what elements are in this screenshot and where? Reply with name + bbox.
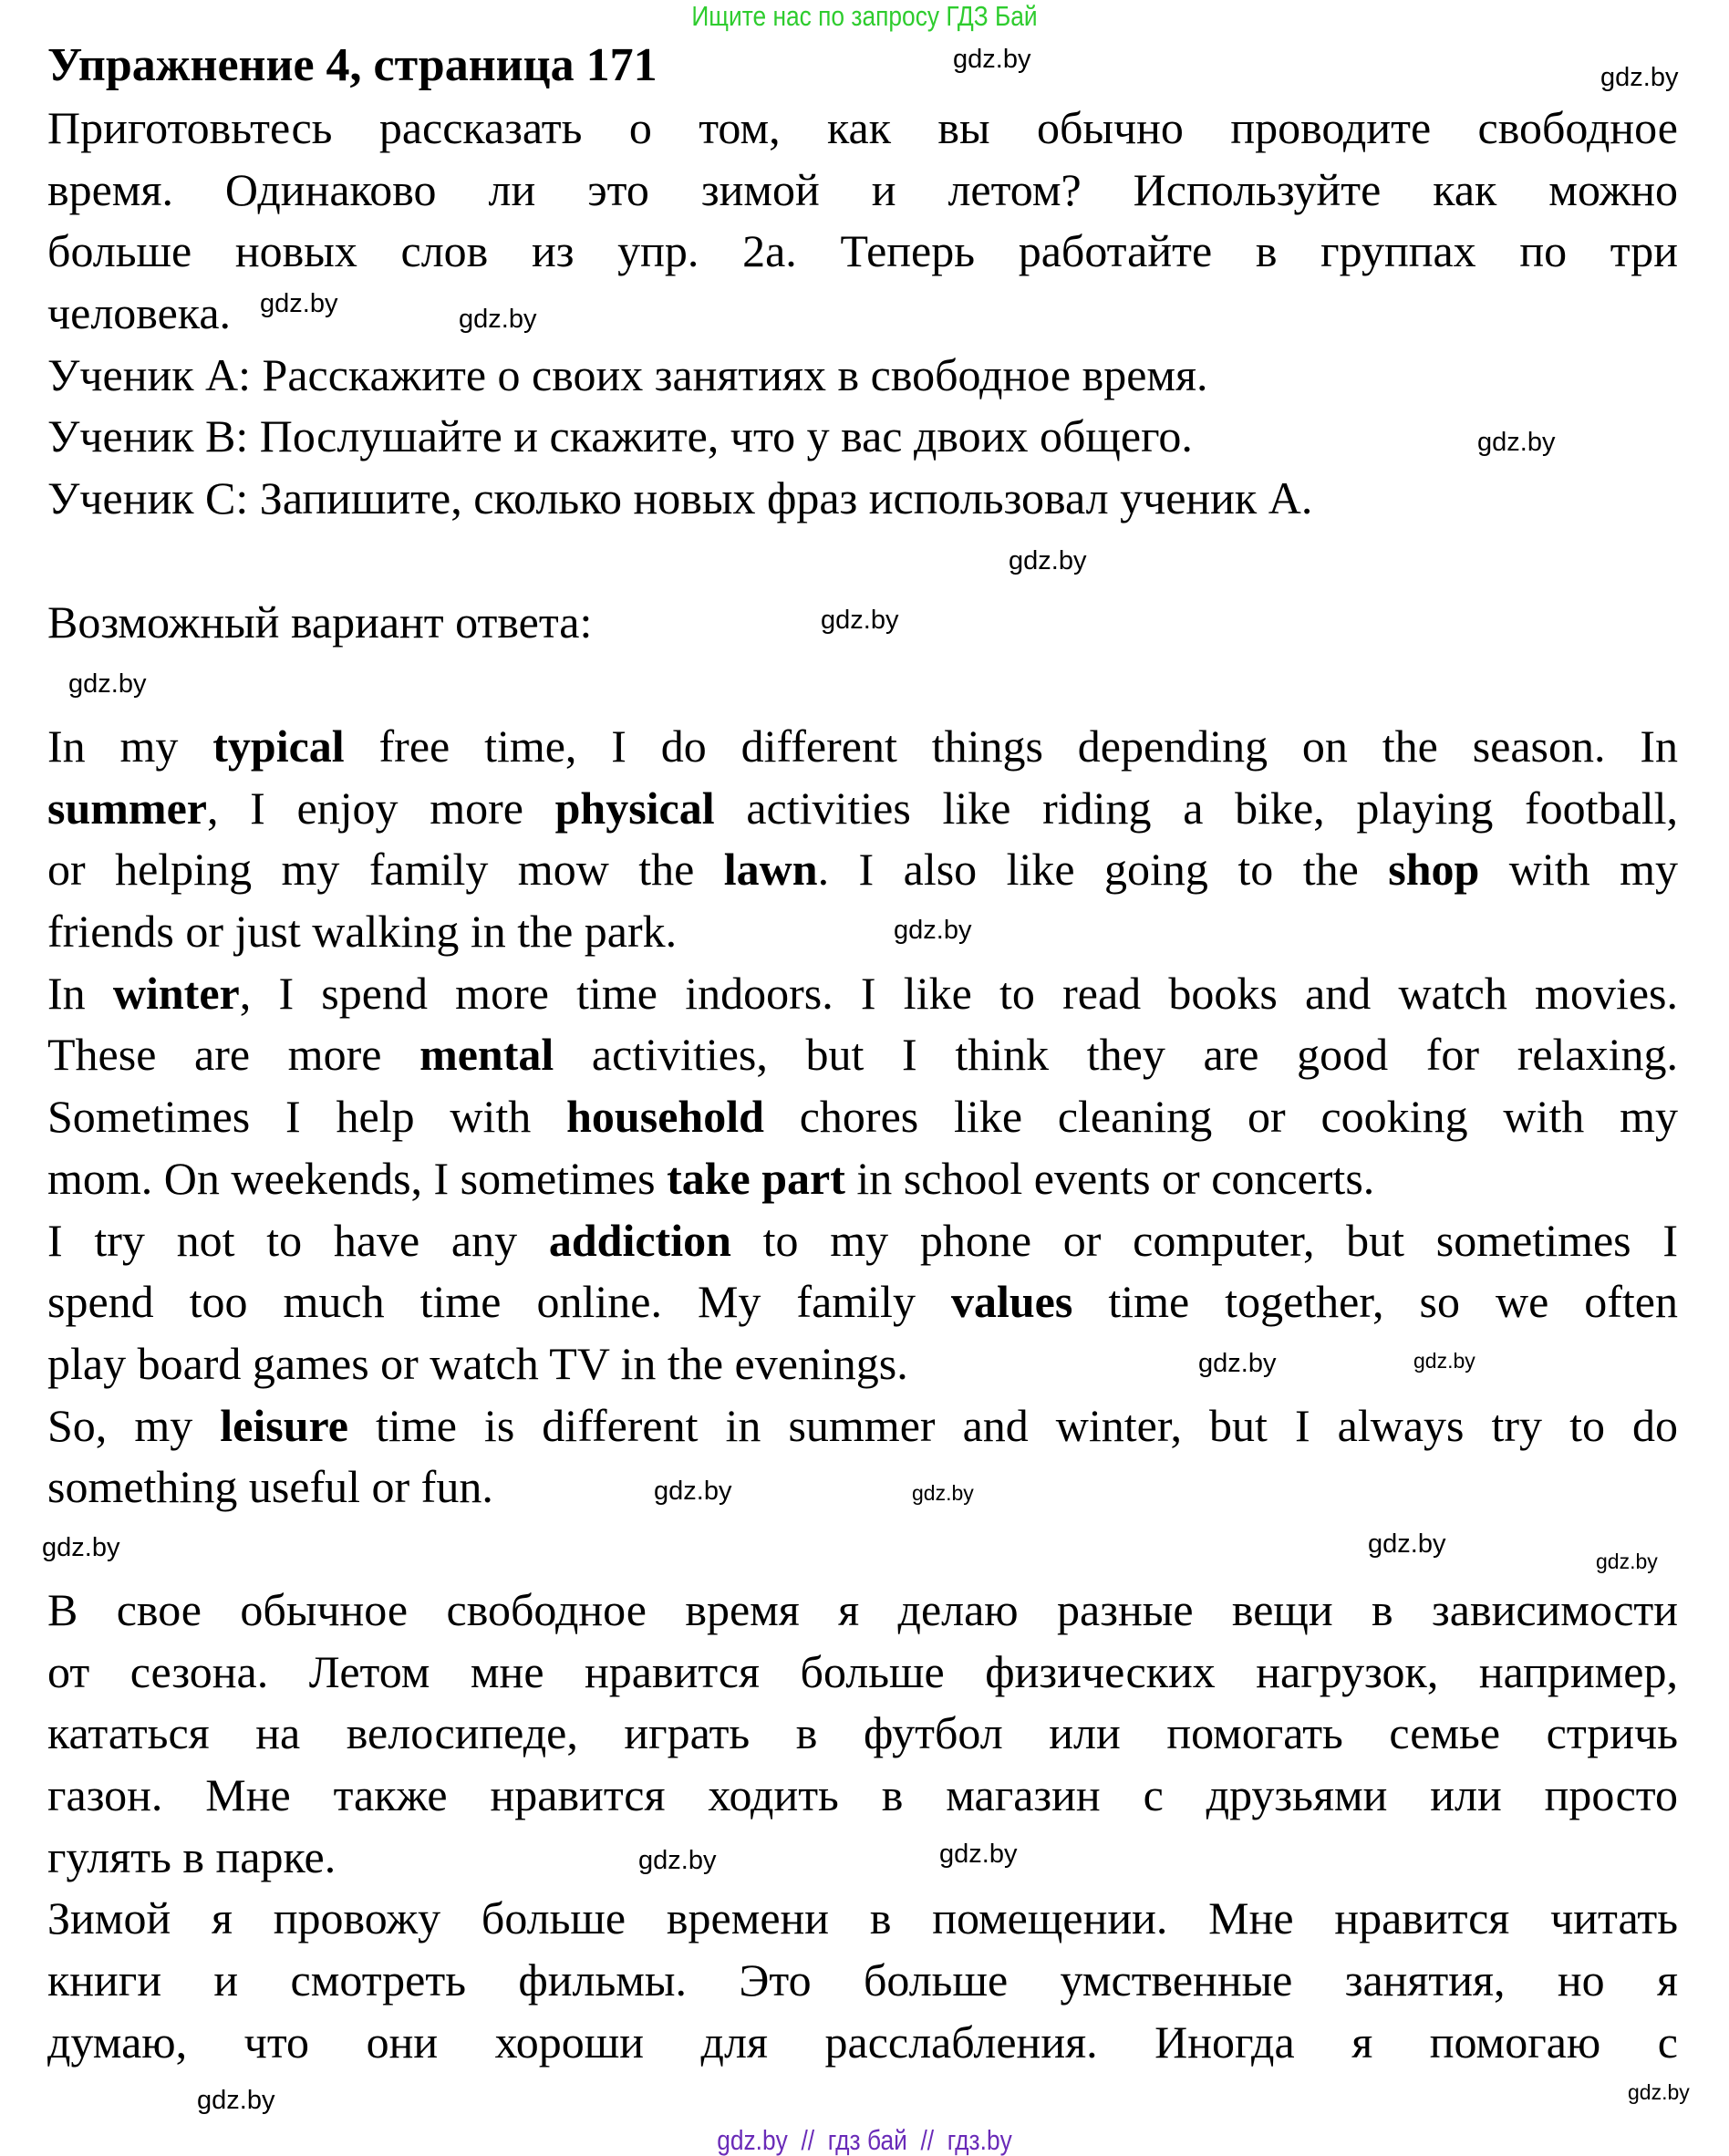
text-line [47, 1950, 1678, 2012]
text-segment: activities, but I think they are good for relaxing. [554, 1029, 1678, 1081]
watermark: gdz.by [821, 606, 899, 635]
text-line [47, 901, 677, 963]
text-segment: газон. Мне также нравится ходить в магазин с друзьями или просто [47, 1769, 1678, 1821]
text-segment: I try not to have any [47, 1214, 549, 1266]
watermark: gdz.by [68, 669, 147, 699]
vocabulary-word: lawn [723, 844, 818, 896]
watermark: gdz.by [1477, 428, 1556, 457]
text-line [47, 1580, 1678, 1642]
text-line [47, 1827, 336, 1889]
text-segment: In [47, 967, 113, 1019]
text-segment: книги и смотреть фильмы. Это больше умственные занятия, но я [47, 1954, 1678, 2006]
vocabulary-word: addiction [548, 1214, 731, 1266]
text-segment: кататься на велосипеде, играть в футбол или помогать семье стричь [47, 1707, 1678, 1759]
watermark: gdz.by [939, 1840, 1018, 1869]
watermark: gdz.by [1596, 1550, 1658, 1573]
english-answer [47, 716, 1678, 1519]
vocabulary-word: winter [112, 967, 240, 1019]
watermark: gdz.by [894, 916, 972, 945]
vocabulary-word: values [950, 1276, 1073, 1328]
text-line [47, 1271, 1678, 1333]
text-segment: with my [1479, 844, 1678, 896]
watermark: gdz.by [459, 305, 537, 334]
watermark: gdz.by [1628, 2080, 1690, 2104]
text-segment: человека. [47, 287, 232, 339]
watermark: gdz.by [1413, 1349, 1475, 1373]
text-line [47, 221, 1678, 283]
text-line [47, 1395, 1678, 1457]
text-segment: In my [47, 720, 213, 772]
text-segment: , I enjoy more [206, 782, 555, 834]
watermark: gdz.by [197, 2086, 275, 2115]
text-line [47, 160, 1678, 222]
watermark: gdz.by [912, 1481, 974, 1505]
footer-links: gdz.by // гдз бай // гдз.by [717, 2124, 1012, 2156]
text-segment: spend too much time online. My family [47, 1276, 951, 1328]
vocabulary-word: leisure [220, 1399, 348, 1451]
text-segment: Ученик B: Послушайте и скажите, что у вас двоих общего. [47, 410, 1193, 462]
watermark: gdz.by [42, 1533, 120, 1562]
text-segment: activities like riding a bike, playing football, [714, 782, 1678, 834]
text-line [47, 1642, 1678, 1704]
watermark: gdz.by [1600, 63, 1679, 92]
text-segment: Возможный вариант ответа: [47, 596, 593, 648]
text-line [47, 406, 1193, 468]
text-segment: time is different in summer and winter, but I always try to do [348, 1399, 1678, 1451]
watermark: gdz.by [260, 289, 338, 318]
text-line [47, 778, 1678, 840]
vocabulary-word: take part [667, 1152, 845, 1204]
text-segment: гулять в парке. [47, 1830, 336, 1882]
text-line [47, 1888, 1678, 1950]
watermark: gdz.by [1009, 546, 1087, 575]
text-line [47, 1765, 1678, 1827]
text-segment: So, my [47, 1399, 221, 1451]
watermark: gdz.by [953, 45, 1031, 74]
text-segment: . I also like going to the [817, 844, 1389, 896]
watermark: gdz.by [638, 1846, 717, 1875]
search-banner: Ищите нас по запросу ГДЗ Бай [691, 0, 1038, 32]
text-line [47, 1333, 908, 1395]
text-segment: mom. On weekends, I sometimes [47, 1152, 668, 1204]
watermark: gdz.by [1368, 1529, 1446, 1559]
text-line [47, 1703, 1678, 1765]
vocabulary-word: mental [419, 1029, 554, 1081]
text-segment: думаю, что они хороши для расслабления. Иногда я помогаю с [47, 2016, 1678, 2068]
text-segment: in school events or concerts. [844, 1152, 1375, 1204]
text-segment: chores like cleaning or cooking with my [763, 1091, 1678, 1143]
text-segment: something useful or fun. [47, 1461, 493, 1513]
vocabulary-word: physical [554, 782, 715, 834]
text-line [47, 592, 592, 654]
text-line [47, 283, 231, 345]
text-line [47, 1456, 493, 1519]
vocabulary-word: shop [1388, 844, 1480, 896]
text-segment: от сезона. Летом мне нравится больше физических нагрузок, например, [47, 1645, 1678, 1697]
text-segment: больше новых слов из упр. 2а. Теперь работайте в группах по три [47, 225, 1678, 277]
russian-translation [47, 1580, 1678, 2074]
text-segment: Ученик C: Запишите, сколько новых фраз использовал ученик A. [47, 472, 1313, 524]
text-segment: время. Одинаково ли это зимой и летом? Используйте как можно [47, 163, 1678, 215]
text-line [47, 963, 1678, 1025]
text-segment: friends or just walking in the park. [47, 906, 678, 958]
text-line [47, 345, 1208, 407]
vocabulary-word: typical [212, 720, 345, 772]
text-line [47, 468, 1312, 530]
vocabulary-word: summer [47, 782, 207, 834]
text-line [47, 1024, 1678, 1086]
text-segment: , I spend more time indoors. I like to read books and watch movies. [239, 967, 1678, 1019]
text-line [47, 2012, 1678, 2074]
text-segment: play board games or watch TV in the evenings. [47, 1337, 908, 1389]
text-line [47, 98, 1678, 160]
text-segment: Приготовьтесь рассказать о том, как вы обычно проводите свободное [47, 102, 1678, 153]
text-segment: free time, I do different things depending on the season. In [344, 720, 1678, 772]
text-segment: time together, so we often [1072, 1276, 1678, 1328]
watermark: gdz.by [1198, 1349, 1277, 1378]
text-segment: Ученик A: Расскажите о своих занятиях в свободное время. [47, 348, 1208, 400]
page-title: Упражнение 4, страница 171 [47, 39, 657, 91]
text-segment: to my phone or computer, but sometimes I [730, 1214, 1678, 1266]
text-segment: These are more [47, 1029, 420, 1081]
text-line [47, 716, 1678, 778]
text-line [47, 839, 1678, 901]
text-line [47, 1210, 1678, 1272]
text-line [47, 1086, 1678, 1148]
watermark: gdz.by [654, 1477, 732, 1506]
vocabulary-word: household [566, 1091, 764, 1143]
text-segment: В свое обычное свободное время я делаю разные вещи в зависимости [47, 1584, 1678, 1635]
text-segment: Зимой я провожу больше времени в помещении. Мне нравится читать [47, 1892, 1678, 1944]
text-segment: or helping my family mow the [47, 844, 724, 896]
text-segment: Sometimes I help with [47, 1091, 567, 1143]
text-line [47, 1148, 1374, 1210]
